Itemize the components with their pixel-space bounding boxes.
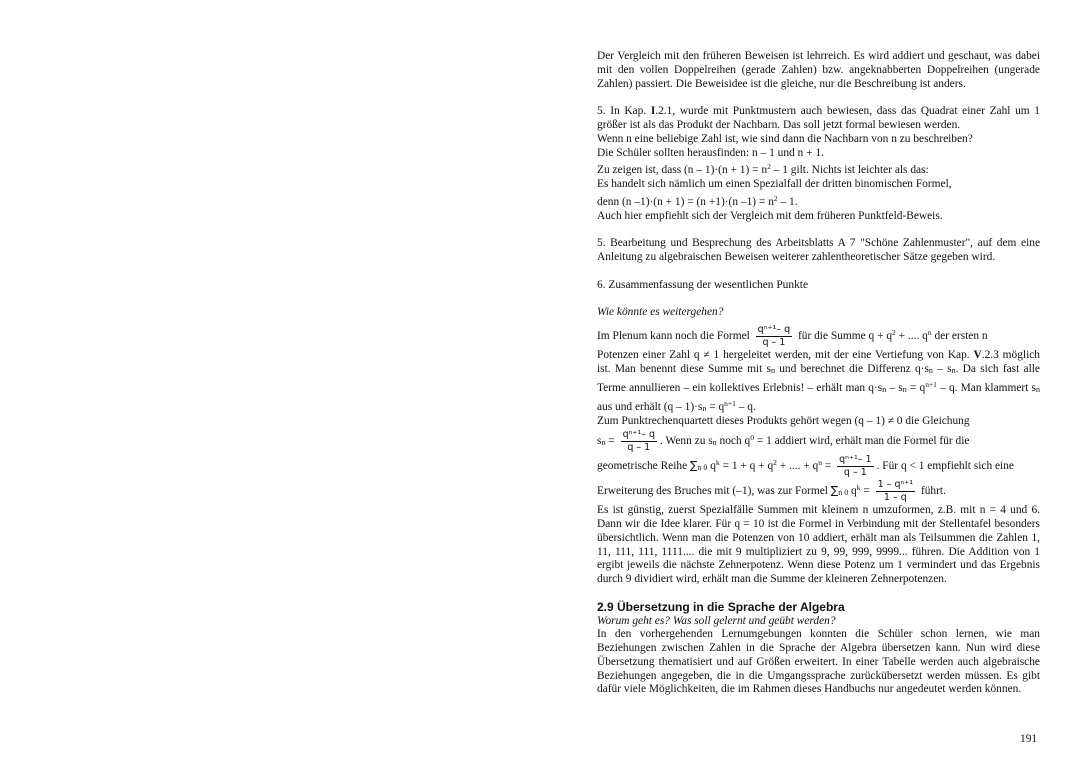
paragraph-comparison: Der Vergleich mit den früheren Beweisen ist lehrreich. Es wird addiert und geschaut, was dabei mit den vollen Doppelreihen (gerade Zahlen) bzw. angeknabberten Doppelreihen (ungerade Zahlen) passiert. Die Beweisidee ist die gleiche, nur die Beschreibung ist anders. (597, 50, 1040, 90)
formula-fraction-3: $\frac{\text{qⁿ⁺¹– 1}}{q - 1}$ (839, 454, 872, 479)
paragraph-translation: In den vorhergehenden Lernumgebungen konnten die Schüler schon lernen, wie man Beziehungen zwischen Zahlen in die Sprache der Algebra übersetzen kann. Nun wird diese Übersetzung thematisiert und auf Größen erweitert. In einer Tabelle werden auch algebraische Beziehungen angegeben, die in die Umgangssprache zurückübersetzt werden müssen. Es gibt dafür viele Möglichkeiten, die im Rahmen dieses Handbuchs nur angedeutet werden können. (597, 628, 1040, 696)
sum-symbol: ∑ (690, 459, 698, 473)
sum-symbol: ∑ (830, 484, 839, 498)
paragraph-worksheet: 5. Bearbeitung und Besprechung des Arbeitsblatts A 7 "Schöne Zahlenmuster", auf dem eine Anleitung zu algebraischen Beweisen weiterer zahlentheoretischer Sätze gegeben wird. (597, 237, 1040, 264)
paragraph-item-5-proof: 5. In Kap. I.2.1, wurde mit Punktmustern auch bewiesen, dass das Quadrat einer Zahl um 1 größer ist als das Produkt der Nachbarn. Das soll jetzt formal bewiesen werden. Wenn n eine beliebige Zahl ist, wie sind dann die Nachbarn von n zu beschreiben? Die Schüler sollten herausfinden: n – 1 und n + 1. Zu zeigen ist, dass $(n - 1)\cdot(n + 1) = n^2 - 1$ gilt. Nichts ist leichter als das: Es handelt sich nämlich um einen Spezialfall der dritten binomischen Formel, denn (n –1)·(n + 1) = (n +1)·(n $-1) = n^2 - 1$. Auch hier empfiehlt sich der Vergleich mit dem früheren Punktfeld-Beweis. (597, 105, 1040, 222)
paragraph-summary: 6. Zusammenfassung der wesentlichen Punkte (597, 278, 808, 291)
formula-fraction-1: $\frac{\text{qⁿ⁺¹– q}}{q - 1}$ (757, 324, 791, 349)
paragraph-special-cases: Es ist günstig, zuerst Spezialfälle Summen mit kleinem n umzuformen, z.B. mit n = 4 und 6. Dann wir die Idee klarer. Für q = 10 ist die Formel in Verbindung mit der Stellentafel besonders übersichtlich. Wenn man die Potenzen von 10 addiert, erhält man als Teilsummen die Zahlen 1, 11, 111, 111, 1111.... die mit 9 multipliziert zu 9, 99, 999, 9999... führen. Die Addition von 1 ergibt jeweils die nächste Zehnerpotenz. Wenn diese Potenz um 1 vermindert und das Ergebnis durch 9 dividiert wird, erhält man die Summe der kleineren Zehnerpotenzen. (597, 504, 1040, 586)
formula-fraction-4: $\frac{\text{1 – qⁿ⁺¹}}{1 - q}$ (877, 479, 914, 504)
formula-fraction-2: $\frac{\text{qⁿ⁺¹– q}}{q - 1}$ (622, 429, 656, 454)
section-subtitle: Worum geht es? Was soll gelernt und geübt werden? (597, 614, 836, 627)
section-heading: 2.9 Übersetzung in die Sprache der Algebra (597, 599, 845, 614)
paragraph-continuation: Wie könnte es weitergehen? Im Plenum kann noch die Formel $\frac{\text{qⁿ⁺¹– q}}{q - 1}$ für die Summe $q + q^2$ + .... $q^n$ der ersten n Potenzen einer Zahl q ≠ 1 hergeleitet werden, mit der eine Vertiefung von Kap. V.2.3 möglich ist. Man benennt diese Summe mit sn und berechnet die Differenz q·sn – sn. Da sich fast alle Terme annullieren – ein kollektives Erlebnis! – erhält man q·sn – sn = $q^{n+1}$ – q. Man klammert sn aus und erhält $(q - 1)\cdot sn = q^{n+1} - q$. Zum Punktrechenquartett dieses Produkts gehört wegen (q – 1) ≠ 0 die Gleichung sn = $\frac{\text{qⁿ⁺¹– q}}{q - 1}$ . Wenn zu sn noch $q^0 = 1$ addiert wird, erhält man die Formel für die geometrische Reihe ∑n 0 $q^k = 1 + q + q^2$ + .... + $q^n$ = $\frac{\text{qⁿ⁺¹– 1}}{q - 1}$ . Für q < 1 empfiehlt sich eine Erweiterung des Bruches mit (–1), was zur Formel ∑n 0 $q^k$ = $\frac{\text{1 – qⁿ⁺¹}}{1 - q}$ führt. (597, 306, 1040, 504)
page-number: 191 (1020, 733, 1038, 745)
text-column (597, 50, 1040, 697)
continuation-title: Wie könnte es weitergehen? (597, 306, 724, 319)
